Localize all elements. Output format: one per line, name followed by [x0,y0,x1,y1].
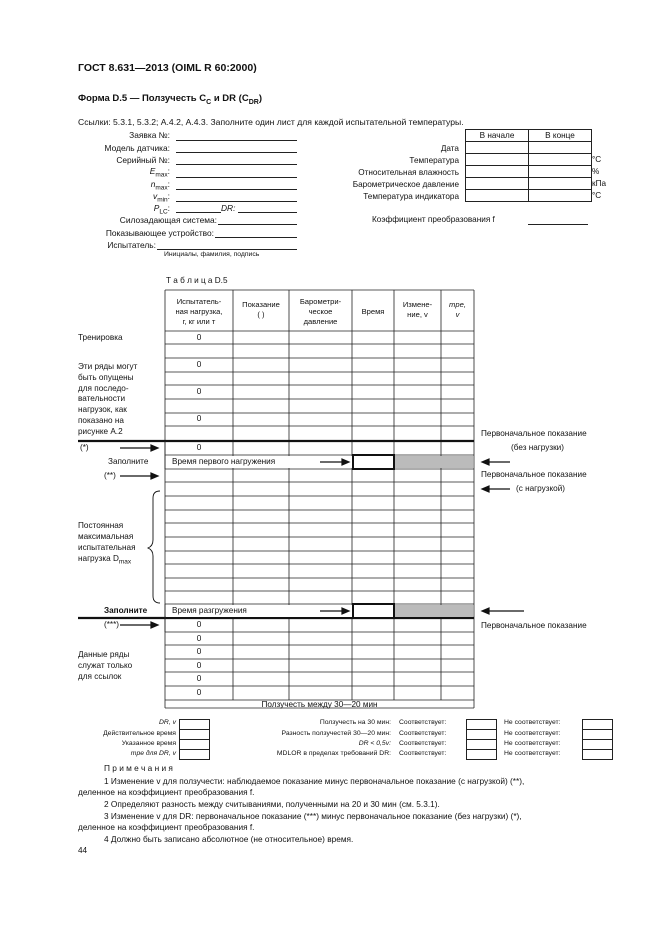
header-change: Измене- ние, v [402,300,433,319]
load-system-label: Силозадающая система: [119,215,217,225]
request-label: Заявка №: [129,130,170,140]
header-time: Время [361,307,385,316]
header-pressure: Барометри- ческое давление [299,297,342,326]
summary-actual-time: Действительное время [103,730,176,737]
vmin-label: $v_{min}$: [153,191,170,204]
summary-dr-limit: DR < 0,5v: [358,740,391,747]
form-title: Форма D.5 — Ползучесть $C_C$ и DR $(C_{DR})$ [78,93,262,106]
not-complies-label: Не соответствует: [504,719,561,726]
summary-box-mpe[interactable] [179,749,210,760]
env-unit-humidity: % [592,167,600,176]
env-label-humidity: Относительная влажность [358,168,459,177]
page-number: 44 [78,846,88,855]
not-complies-label: Не соответствует: [504,740,561,747]
notes-title: П р и м е ч а н и я [104,763,173,773]
header-mpe: mpe, v [449,300,466,319]
constant-load-label: Постоянная максимальная испытательная нагрузка $D_{max}$ [78,521,136,566]
plc-label: $P_{LC}$: [153,203,170,216]
table-caption: Т а б л и ц а D.5 [166,276,228,285]
summary-mpe-dr: mpe для DR, v [130,750,176,757]
standard-header: ГОСТ 8.631—2013 (OIML R 60:2000) [78,62,257,74]
load-zero: 0 [196,443,202,452]
header-test-load: Испытатель- ная нагрузка, г, кг или т [175,297,223,326]
env-label-pressure: Барометрическое давление [352,180,459,189]
summary-creep30: Ползучесть на 30 мин: [319,719,391,726]
references: Ссылки: 5.3.1, 5.3.2; А.4.2, А.4.3. Заполните один лист для каждой испытательной температуры. [78,117,464,127]
unload-time: Время разгружения [172,606,247,615]
load-zero: 0 [196,387,202,396]
load-zero: 0 [196,688,202,697]
load-zero: 0 [196,674,202,683]
env-unit-pressure: кПа [592,179,607,188]
load-zero: 0 [196,414,202,423]
initial-load-2: (с нагрузкой) [516,484,565,493]
summary-mdlor: MDLOR в пределах требований DR: [276,750,391,757]
complies-label: Соответствует: [399,750,447,757]
env-unit-temp: °C [592,155,602,164]
fill-in-bold-label: Заполните [104,606,148,615]
star1-label: (*) [80,443,89,452]
nmax-label: $n_{max}$: [150,179,170,192]
summary-stated-time: Указанное время [121,740,176,747]
note-2: 2 Определяют разность между считываниями, полученными на 20 и 30 мин (см. 5.3.1). [104,799,440,809]
star3-label: (***) [104,620,120,629]
creep-30-20-label: Ползучесть между 30—20 мин [261,700,378,709]
env-label-date: Дата [440,144,459,153]
star2-label: (**) [104,471,116,480]
optional-rows-label: Эти ряды могут быть опущены для последо- вательности нагрузок, как показано на рисунке А.2 [78,362,138,436]
tester-label: Испытатель: [107,240,156,250]
initial-reading: Первоначальное показание [481,621,587,630]
complies-label: Соответствует: [399,740,447,747]
emax-label: $E_{max}$: [149,166,170,179]
sensor-model-label: Модель датчика: [104,143,170,153]
not-complies-box[interactable] [582,749,613,760]
load-zero: 0 [196,661,202,670]
load-zero: 0 [196,333,202,342]
training-label: Тренировка [78,333,123,342]
env-unit-indicator-temp: °C [592,191,602,200]
reference-rows-label: Данные ряды служат только для ссылок [78,650,133,681]
note-1a: 1 Изменение v для ползучести: наблюдаемое показание минус первоначальное показание (с нагрузкой) (**), [104,776,525,786]
dr-field-label: DR: [221,203,236,213]
conversion-label: Коэффициент преобразования f [372,215,495,224]
note-3b: деленное на коэффициент преобразования f. [78,822,255,832]
initial-no-load-2: (без нагрузки) [511,443,564,452]
initial-no-load-1: Первоначальное показание [481,429,587,438]
note-3a: 3 Изменение v для DR: первоначальное показание (***) минус первоначальное показание (без нагрузки) (*), [104,811,522,821]
tester-hint: Инициалы, фамилия, подпись [164,251,260,258]
not-complies-label: Не соответствует: [504,750,561,757]
complies-label: Соответствует: [399,719,447,726]
complies-box[interactable] [466,749,497,760]
indicator-label: Показывающее устройство: [105,228,214,238]
fill-in-label: Заполните [108,457,149,466]
env-label-temp: Температура [409,156,459,165]
note-4: 4 Должно быть записано абсолютное (не относительное) время. [104,834,354,844]
first-load-time: Время первого нагружения [172,457,276,466]
summary-diff: Разность ползучестей 30—20 мин: [281,730,391,737]
env-header-start: В начале [466,130,529,142]
load-zero: 0 [196,634,202,643]
complies-label: Соответствует: [399,730,447,737]
env-header-end: В конце [529,130,592,142]
summary-dr-v: DR, v [159,719,176,726]
initial-load-1: Первоначальное показание [481,470,587,479]
header-reading: Показание ( ) [242,300,280,319]
not-complies-label: Не соответствует: [504,730,561,737]
load-zero: 0 [196,360,202,369]
env-label-indicator-temp: Температура индикатора [363,192,459,201]
load-zero: 0 [196,647,202,656]
load-zero: 0 [196,620,202,629]
serial-label: Серийный №: [116,155,170,165]
note-1b: деленное на коэффициент преобразования f. [78,787,255,797]
